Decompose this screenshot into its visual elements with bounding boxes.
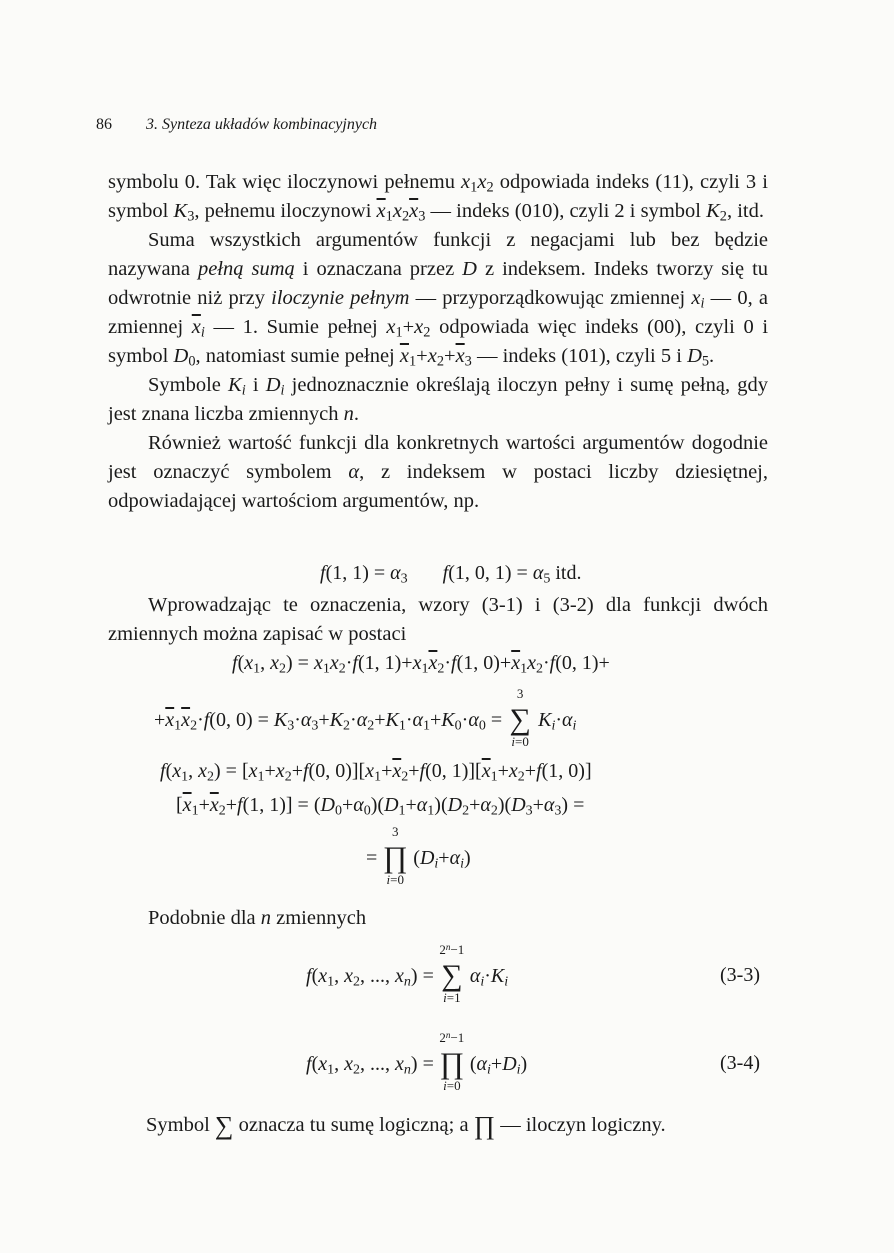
paragraph-1: symbolu 0. Tak więc iloczynowi pełnemu $x_1x_2$ odpowiada indeks (11), czyli 3 i symbol $K_3$, pełnemu iloczynowi $\overline{x}_1x_2\overline{x}_3$ — indeks (010), czyli 2 i symbol $K_2$, itd. xyxy=(108,171,768,225)
equation-line-5: = 3 ∏ i=0 $(D_i+\alpha_i)$ xyxy=(366,824,471,888)
product-symbol: ∏ xyxy=(473,1111,496,1140)
product-operator: 3 ∏ i=0 xyxy=(382,824,408,888)
body-text-4 xyxy=(146,1111,786,1140)
equation-line-1: $f(x_1$, $x_2) = x_1x_2\cdot f(1$, $1)+x_1\overline{x}_2\cdot f(1$, $0)+\overline{x}_1x_2\cdot f(0$, 1)+ xyxy=(232,652,610,677)
paragraph-7: Symbol ∑ oznacza tu sumę logiczną; a ∏ — iloczyn logiczny. xyxy=(146,1111,666,1140)
paragraph-4: Również wartość funkcji dla konkretnych wartości argumentów dogodnie jest oznaczyć symbolem α, z indeksem w postaci liczby dziesiętnej, odpowiadającej wartościom argumentów, np. xyxy=(108,432,768,512)
body-text xyxy=(108,168,768,516)
chapter-title: 3. Synteza układów kombinacyjnych xyxy=(146,116,378,133)
body-text-2 xyxy=(108,591,768,649)
equation-3-3: $f(x_1$, $x_2$, ..., $x_n$) = $2^n-1$ ∑ i=1 $\alpha_i\cdot K_i$ xyxy=(306,942,509,1006)
paragraph-3: Symbole $K_i$ i $D_i$ jednoznacznie określają iloczyn pełny i sumę pełną, gdy jest znana liczba zmiennych n. xyxy=(108,374,768,425)
equation-line-3: $f(x_1$, $x_2) = [x_1+x_2+f(0$, $0)][x_1+\overline{x}_2+f(0$, $1)][\overline{x}_1+x_2+f(1$, 0)] xyxy=(160,760,592,785)
paragraph-5: Wprowadzając te oznaczenia, wzory (3-1) i (3-2) dla funkcji dwóch zmiennych można zapisać w postaci xyxy=(108,594,768,645)
sum-operator: 3 ∑ i=0 xyxy=(509,686,531,750)
equation-line-4: [$\overline{x}_1+\overline{x}_2+f(1$, $1)] = (D_0+\alpha_0)(D_1+\alpha_1)(D_2+\alpha_2)(D_3+\alpha_3)$ = xyxy=(176,794,585,819)
equation-3-4: $f(x_1$, $x_2$, ..., $x_n$) = $2^n-1$ ∏ i=0 $(\alpha_i+D_i)$ xyxy=(306,1030,528,1094)
paragraph-6: Podobnie dla n zmiennych xyxy=(148,907,367,929)
page-number: 86 xyxy=(96,116,112,133)
equation-3-4-number: (3-4) xyxy=(720,1052,760,1074)
page-header xyxy=(96,116,377,134)
product-operator-n: $2^n-1$ ∏ i=0 xyxy=(439,1030,465,1094)
equation-line-2: $+\overline{x}_1\overline{x}_2\cdot f(0$, $0) = K_3\cdot\alpha_3+K_2\cdot\alpha_2+K_1\cdot\alpha_1+K_0\cdot\alpha_0$ = 3 ∑ i=0 $K_i\cdot\alpha_i$ xyxy=(154,686,577,750)
paragraph-2: Suma wszystkich argumentów funkcji z negacjami lub bez będzie nazywana pełną sumą i oznaczana przez D z indeksem. Indeks tworzy się tu odwrotnie niż przy iloczynie pełnym — przyporządkowując zmiennej $x_i$ — 0, a zmiennej $\overline{x}_i$ — 1. Sumie pełnej $x_1+x_2$ odpowiada więc indeks (00), czyli 0 i symbol $D_0$, natomiast sumie pełnej $\overline{x}_1+x_2+\overline{x}_3$ — indeks (101), czyli 5 i $D_5$. xyxy=(108,229,769,370)
equation-3-3-number: (3-3) xyxy=(720,964,760,986)
body-text-3 xyxy=(108,904,768,933)
equation-examples: f(1, $1) = \alpha_3$ f(1, 0, $1) = \alpha_5$ itd. xyxy=(320,562,582,587)
sum-symbol: ∑ xyxy=(214,1111,234,1140)
sum-operator-n: $2^n-1$ ∑ i=1 xyxy=(439,942,465,1006)
